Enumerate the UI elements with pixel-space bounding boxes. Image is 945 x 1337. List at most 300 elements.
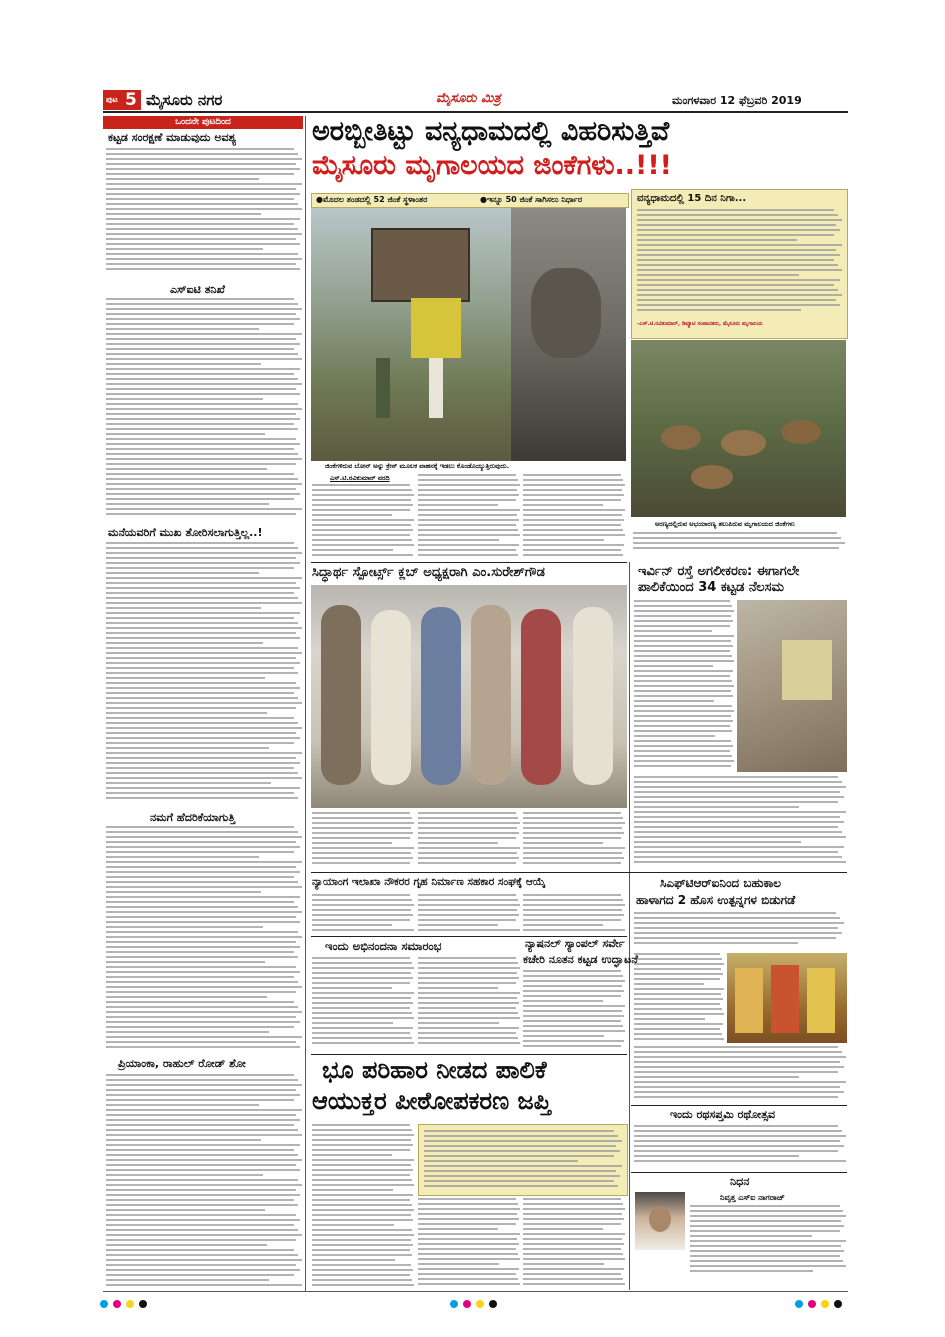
text-line: [634, 831, 842, 833]
text-line: [418, 494, 519, 496]
text-line: [106, 243, 300, 245]
text-line: [418, 1258, 520, 1260]
text-line: [106, 183, 302, 185]
text-line: [634, 675, 730, 677]
text-line: [106, 358, 302, 360]
text-line: [106, 223, 294, 225]
text-line: [523, 1015, 624, 1017]
text-line: [634, 958, 722, 960]
text-line: [106, 398, 263, 400]
text-line: [634, 1155, 799, 1157]
text-line: [523, 924, 603, 926]
text-line: [634, 861, 846, 863]
text-line: [106, 562, 300, 564]
text-line: [523, 1258, 625, 1260]
text-line: [634, 680, 732, 682]
text-line: [634, 1130, 842, 1132]
text-line: [312, 499, 411, 501]
registration-dot: [834, 1300, 842, 1308]
registration-dot: [139, 1300, 147, 1308]
text-line: [523, 1025, 623, 1027]
text-line: [418, 842, 498, 844]
text-line: [106, 423, 294, 425]
side-box: [631, 189, 848, 339]
registration-dot: [821, 1300, 829, 1308]
text-line: [312, 1249, 410, 1251]
text-line: [312, 1229, 412, 1231]
text-line: [523, 899, 623, 901]
text-line: [312, 1139, 411, 1141]
text-line: [106, 188, 296, 190]
text-line: [523, 1243, 624, 1245]
text-line: [637, 249, 836, 251]
text-line: [634, 630, 712, 632]
text-line: [106, 747, 269, 749]
text-line: [106, 996, 267, 998]
text-line: [633, 542, 845, 544]
text-line: [637, 304, 840, 306]
text-line: [523, 1223, 621, 1225]
text-line: [106, 408, 302, 410]
issue-date: ಮಂಗಳವಾರ 12 ಫೆಬ್ರವರಿ 2019: [672, 94, 802, 107]
obituary-body: [690, 1205, 846, 1277]
text-line: [106, 328, 259, 330]
text-line: [106, 936, 302, 938]
cftri-headline-line1: ಸಿಎಫ್‌ಟಿಆರ್‌ಐನಿಂದ ಬಹುಕಾಲ: [660, 876, 781, 890]
text-line: [418, 837, 516, 839]
side-box-body: [637, 209, 842, 317]
text-line: [312, 1022, 393, 1024]
felicitation-headline: ಇಂದು ಅಭಿನಂದನಾ ಸಮಾರಂಭ: [325, 939, 442, 953]
text-line: [106, 592, 294, 594]
text-line: [634, 625, 730, 627]
text-line: [523, 894, 621, 896]
text-line: [634, 1150, 838, 1152]
text-line: [523, 504, 603, 506]
text-line: [106, 458, 302, 460]
text-line: [312, 1224, 394, 1226]
text-line: [634, 705, 732, 707]
text-line: [418, 1263, 499, 1265]
crane-photo-caption: ಜಿಂಕೆಗಳಿರುವ ಬೋನ್ ಅನ್ನು ಕ್ರೇನ್ ಮೂಲಕ ವಾಹನಕ್ಕೆ ಇಡಲು ಕೊಂಡೊಯ್ಯುತ್ತಿರುವುದು.: [325, 462, 510, 470]
text-line: [637, 264, 838, 266]
text-line: [106, 1264, 296, 1266]
text-line: [106, 901, 294, 903]
text-line: [637, 299, 836, 301]
text-line: [106, 238, 296, 240]
text-line: [523, 1040, 624, 1042]
sports-group-photo: [311, 585, 627, 808]
text-line: [424, 1175, 620, 1177]
text-line: [634, 720, 733, 722]
text-line: [418, 827, 517, 829]
mid-rule-5: [631, 1172, 847, 1173]
text-line: [634, 1023, 723, 1025]
text-line: [634, 1096, 838, 1098]
text-line: [312, 1159, 414, 1161]
text-line: [424, 1185, 618, 1187]
text-line: [106, 1114, 296, 1116]
text-line: [106, 866, 296, 868]
text-line: [106, 752, 302, 754]
left-body-2: [106, 298, 302, 520]
text-line: [106, 1219, 300, 1221]
registration-dot: [126, 1300, 134, 1308]
text-line: [106, 557, 296, 559]
text-line: [312, 1259, 395, 1261]
text-line: [418, 982, 516, 984]
text-line: [312, 857, 413, 859]
text-line: [418, 1283, 520, 1285]
text-line: [312, 967, 414, 969]
text-line: [106, 787, 300, 789]
sandal-headline-line1: ನ್ಯಾಷನಲ್ ಸ್ಯಾಂಪಲ್ ಸರ್ವೇ: [525, 937, 625, 950]
irwin-body: [634, 776, 846, 866]
text-line: [634, 1145, 844, 1147]
text-line: [634, 1018, 705, 1020]
text-line: [106, 672, 298, 674]
text-line: [106, 737, 300, 739]
text-line: [106, 1129, 298, 1131]
text-line: [106, 1179, 298, 1181]
text-line: [312, 1274, 410, 1276]
text-line: [106, 178, 259, 180]
text-line: [312, 519, 414, 521]
text-line: [106, 986, 302, 988]
text-line: [312, 1042, 414, 1044]
land-body-col3: [523, 1198, 625, 1289]
sub-byline: ಎಸ್.ಟಿ.ರವಿಕುಮಾರ್ ವರದಿ: [330, 474, 390, 482]
demolition-photo: [737, 600, 847, 772]
text-line: [690, 1235, 812, 1237]
text-line: [106, 323, 294, 325]
text-line: [634, 645, 733, 647]
text-line: [634, 796, 844, 798]
text-line: [523, 1010, 622, 1012]
text-line: [637, 214, 838, 216]
text-line: [312, 1129, 412, 1131]
text-line: [418, 862, 516, 864]
text-line: [106, 976, 294, 978]
land-body-col1: [312, 1124, 414, 1289]
text-line: [634, 988, 724, 990]
text-line: [106, 208, 302, 210]
land-headline-line2: ಆಯುಕ್ತರ ಪೀಠೋಪಕರಣ ಜಪ್ತಿ: [312, 1087, 552, 1115]
text-line: [106, 448, 294, 450]
text-line: [106, 463, 296, 465]
text-line: [424, 1140, 622, 1142]
text-line: [637, 259, 834, 261]
text-line: [106, 762, 300, 764]
text-line: [418, 909, 517, 911]
section-title: ಮೈಸೂರು ನಗರ: [146, 91, 223, 109]
lead-headline-line1: ಅರಬ್ಬೀತಿಟ್ಟು ವನ್ಯಧಾಮದಲ್ಲಿ ವಿಹರಿಸುತ್ತಿವೆ: [312, 116, 670, 147]
text-line: [312, 504, 413, 506]
left-headline-1: ಕಟ್ಟಡ ಸಂರಕ್ಷಣೆ ಮಾಡುವುದು ಅವಶ್ಯ: [108, 131, 237, 144]
text-line: [418, 1273, 516, 1275]
text-line: [634, 1051, 842, 1053]
text-line: [418, 967, 520, 969]
text-line: [312, 1154, 392, 1156]
text-line: [634, 1056, 846, 1058]
text-line: [312, 1189, 393, 1191]
text-line: [690, 1210, 843, 1212]
text-line: [523, 1000, 603, 1002]
text-line: [106, 1109, 302, 1111]
text-line: [106, 1001, 294, 1003]
text-line: [312, 929, 414, 931]
text-line: [690, 1260, 843, 1262]
text-line: [106, 797, 298, 799]
registration-dot: [808, 1300, 816, 1308]
text-line: [106, 607, 261, 609]
sandal-body: [523, 970, 625, 1051]
text-line: [690, 1240, 846, 1242]
text-line: [634, 1033, 722, 1035]
text-line: [106, 597, 298, 599]
text-line: [106, 148, 294, 150]
text-line: [523, 1268, 624, 1270]
registration-marks-center: [450, 1300, 510, 1310]
text-line: [634, 1061, 840, 1063]
text-line: [106, 846, 300, 848]
text-line: [637, 239, 797, 241]
text-line: [312, 982, 410, 984]
text-line: [312, 494, 414, 496]
text-line: [106, 1259, 302, 1261]
text-line: [634, 685, 734, 687]
text-line: [312, 1239, 411, 1241]
text-line: [634, 912, 836, 914]
text-line: [106, 1089, 296, 1091]
text-line: [106, 1164, 296, 1166]
text-line: [418, 812, 516, 814]
left-body-4: [106, 826, 302, 1051]
text-line: [106, 642, 263, 644]
text-line: [634, 670, 733, 672]
masthead-rule: [103, 111, 848, 113]
text-line: [106, 163, 296, 165]
text-line: [637, 279, 840, 281]
text-line: [523, 990, 624, 992]
text-line: [523, 1208, 625, 1210]
text-line: [106, 881, 298, 883]
text-line: [424, 1135, 618, 1137]
text-line: [106, 1021, 300, 1023]
continued-banner: [103, 116, 303, 129]
text-line: [106, 258, 302, 260]
text-line: [106, 1119, 300, 1121]
text-line: [106, 572, 259, 574]
text-line: [312, 1184, 414, 1186]
text-line: [312, 544, 414, 546]
text-line: [312, 914, 413, 916]
registration-dot: [100, 1300, 108, 1308]
text-line: [634, 786, 846, 788]
text-line: [106, 1244, 267, 1246]
text-line: [312, 1124, 410, 1126]
text-line: [312, 962, 412, 964]
text-line: [523, 1030, 625, 1032]
text-line: [418, 899, 518, 901]
court-body-col3: [523, 894, 625, 934]
text-line: [523, 1233, 625, 1235]
text-line: [106, 552, 302, 554]
text-line: [106, 313, 296, 315]
text-line: [106, 662, 300, 664]
text-line: [106, 612, 300, 614]
text-line: [634, 791, 840, 793]
text-line: [634, 765, 731, 767]
text-line: [634, 660, 734, 662]
mid-rule-1: [311, 872, 847, 873]
text-line: [634, 953, 720, 955]
mid-rule-4: [631, 1105, 847, 1106]
text-line: [106, 308, 302, 310]
sandal-headline-line2: ಕಚೇರಿ ನೂತನ ಕಟ್ಟಡ ಉದ್ಘಾಟನೆ: [523, 953, 638, 966]
text-line: [106, 338, 296, 340]
irwin-headline-line1: ಇರ್ವಿನ್ ರಸ್ತೆ ಅಗಲೀಕರಣ: ಈಗಾಗಲೇ: [638, 564, 800, 579]
text-line: [637, 294, 842, 296]
text-line: [523, 995, 621, 997]
text-line: [523, 822, 625, 824]
text-line: [312, 827, 411, 829]
text-line: [418, 1017, 520, 1019]
text-line: [634, 610, 734, 612]
text-line: [690, 1205, 840, 1207]
text-line: [690, 1250, 844, 1252]
text-line: [418, 987, 498, 989]
cftri-body-col: [634, 953, 724, 1043]
deer-cage-photo: [511, 208, 626, 461]
text-line: [312, 1179, 412, 1181]
sports-body-col3: [523, 812, 625, 870]
text-line: [106, 921, 300, 923]
text-line: [106, 1139, 261, 1141]
text-line: [312, 514, 392, 516]
text-line: [106, 373, 294, 375]
text-line: [424, 1165, 622, 1167]
text-line: [634, 811, 846, 813]
text-line: [418, 529, 518, 531]
text-line: [106, 956, 298, 958]
text-line: [106, 218, 300, 220]
text-line: [634, 781, 842, 783]
text-line: [634, 640, 731, 642]
text-line: [312, 894, 410, 896]
text-line: [634, 745, 733, 747]
text-line: [106, 622, 298, 624]
sports-body-col2: [418, 812, 520, 870]
text-line: [312, 509, 410, 511]
text-line: [418, 1002, 519, 1004]
text-line: [312, 972, 411, 974]
text-line: [523, 837, 621, 839]
text-line: [312, 977, 413, 979]
text-line: [312, 489, 412, 491]
text-line: [634, 1086, 840, 1088]
text-line: [633, 537, 841, 539]
text-line: [523, 904, 625, 906]
text-line: [637, 289, 838, 291]
text-line: [523, 519, 624, 521]
text-line: [418, 509, 520, 511]
bottom-rule: [103, 1291, 848, 1292]
text-line: [106, 1104, 259, 1106]
text-line: [634, 1046, 838, 1048]
text-line: [637, 284, 834, 286]
text-line: [106, 587, 300, 589]
court-body-col1: [312, 894, 414, 934]
text-line: [424, 1155, 614, 1157]
text-line: [106, 428, 298, 430]
text-line: [634, 826, 838, 828]
text-line: [106, 712, 267, 714]
irwin-headline-line2: ಪಾಲಿಕೆಯಿಂದ 34 ಕಟ್ಟಡ ನೆಲಸಮ: [638, 580, 784, 595]
text-line: [106, 627, 302, 629]
text-line: [634, 1003, 720, 1005]
text-line: [312, 992, 414, 994]
text-line: [418, 539, 499, 541]
text-line: [106, 542, 294, 544]
text-line: [106, 876, 294, 878]
text-line: [637, 219, 842, 221]
text-line: [312, 1244, 413, 1246]
text-line: [634, 1081, 846, 1083]
text-line: [106, 1279, 269, 1281]
text-line: [106, 732, 296, 734]
text-line: [312, 909, 411, 911]
text-line: [634, 635, 734, 637]
text-line: [312, 1204, 412, 1206]
text-line: [106, 1149, 294, 1151]
text-line: [106, 911, 302, 913]
text-line: [523, 1263, 604, 1265]
text-line: [106, 203, 298, 205]
text-line: [106, 582, 296, 584]
text-line: [523, 1020, 621, 1022]
page-prefix: ಪುಟ: [106, 95, 118, 104]
text-line: [418, 817, 518, 819]
left-column-rule: [305, 116, 306, 1291]
text-line: [634, 776, 838, 778]
text-line: [106, 1031, 269, 1033]
text-line: [637, 269, 842, 271]
text-line: [106, 1224, 294, 1226]
text-line: [106, 318, 300, 320]
text-line: [106, 1041, 296, 1043]
text-line: [106, 438, 296, 440]
text-line: [106, 851, 294, 853]
text-line: [106, 547, 298, 549]
text-line: [106, 682, 296, 684]
text-line: [106, 861, 302, 863]
text-line: [418, 544, 519, 546]
text-line: [418, 549, 516, 551]
court-headline: ನ್ಯಾಯಾಂಗ ಇಲಾಖಾ ನೌಕರರ ಗೃಹ ನಿರ್ಮಾಣ ಸಹಕಾರ ಸಂಘಕ್ಕೆ ಆಯ್ಕೆ: [312, 876, 546, 888]
obituary-subtitle: ನಿವೃತ್ತ ಎಸ್‌ಐ ನಾಗರಾಜ್: [720, 1193, 785, 1202]
text-line: [634, 710, 734, 712]
obituary-portrait: [635, 1192, 685, 1250]
text-line: [106, 831, 298, 833]
text-line: [634, 1008, 722, 1010]
text-line: [312, 957, 410, 959]
text-line: [633, 547, 839, 549]
text-line: [106, 363, 261, 365]
irwin-body-lead: [634, 600, 734, 772]
text-line: [418, 1027, 519, 1029]
text-line: [418, 534, 520, 536]
